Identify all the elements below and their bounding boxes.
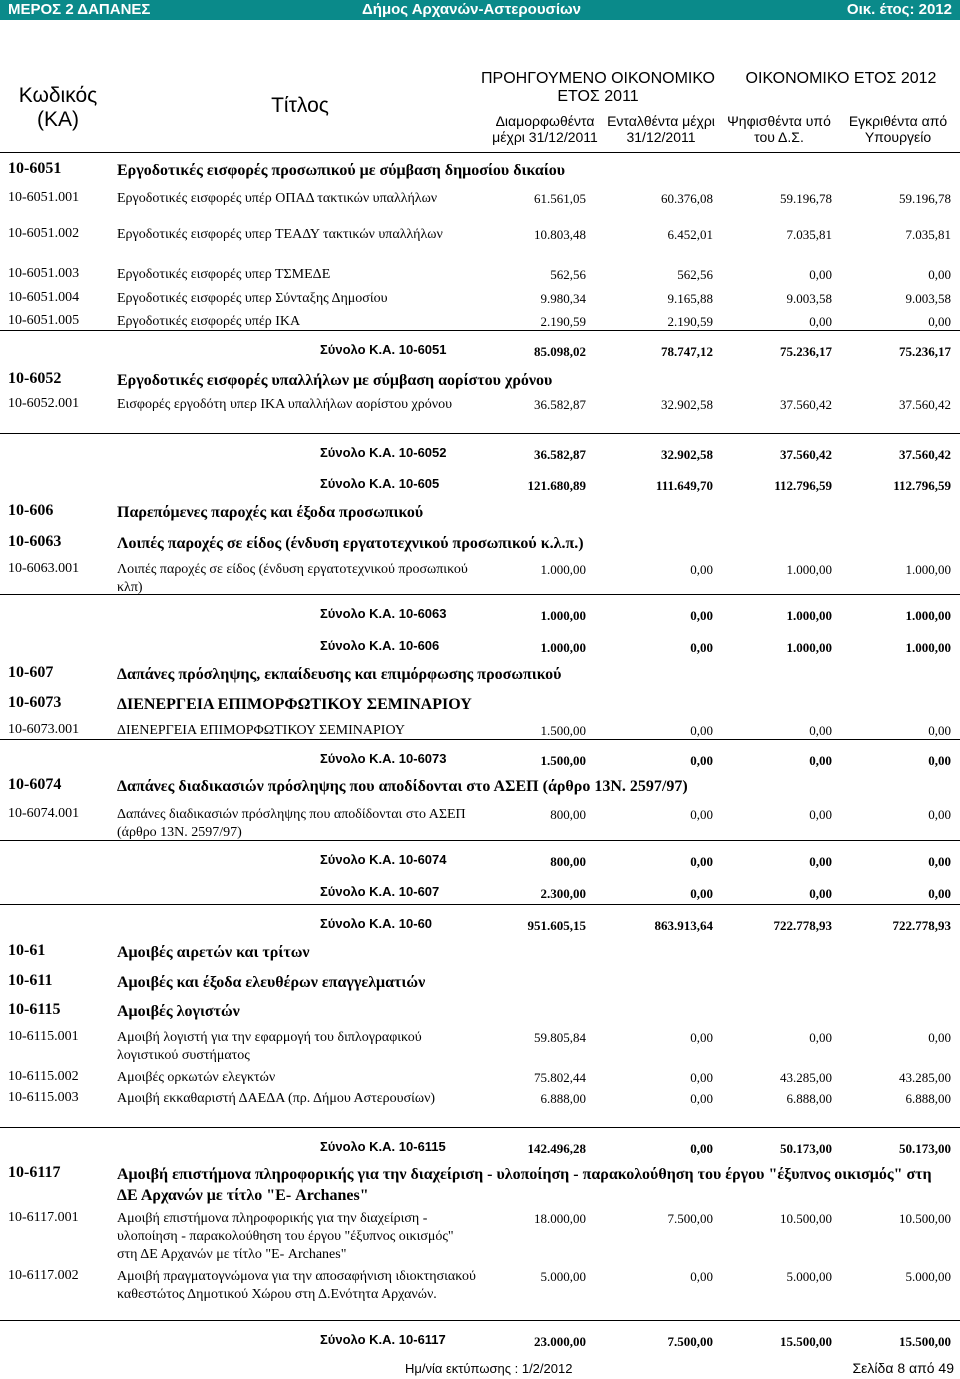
amount-cell: 1.000,00	[786, 562, 832, 577]
section-title: Αμοιβές αιρετών και τρίτων	[117, 944, 310, 961]
total-divider	[0, 904, 960, 905]
section-code: 10-6052	[8, 370, 62, 387]
subtotal-amount: 0,00	[809, 753, 832, 768]
fiscal-year: Οικ. έτος: 2012	[846, 1, 952, 18]
line-item-code: 10-6051.005	[8, 313, 80, 328]
subtotal-label: Σύνολο Κ.Α. 10-605	[320, 476, 440, 491]
amount-cell: 0,00	[690, 1030, 713, 1045]
subtotal-amount: 121.680,89	[527, 478, 586, 493]
subtotal-label: Σύνολο Κ.Α. 10-6063	[320, 606, 447, 621]
subtotal-amount: 1.000,00	[786, 640, 832, 655]
amount-cell: 0,00	[809, 314, 832, 329]
subtotal-amount: 1.000,00	[905, 640, 951, 655]
subtotal-amount: 1.500,00	[540, 753, 586, 768]
subtotal-amount: 0,00	[928, 854, 951, 869]
line-item-title: Εργοδοτικές εισφορές υπερ Σύνταξης Δημοσίου	[117, 291, 388, 306]
line-item-code: 10-6115.003	[8, 1090, 79, 1105]
amount-cell: 0,00	[690, 1269, 713, 1284]
amount-cell: 0,00	[928, 314, 951, 329]
subtotal-amount: 32.902,58	[661, 447, 713, 462]
amount-cell: 10.500,00	[780, 1211, 832, 1226]
amount-cell: 43.285,00	[899, 1070, 951, 1085]
subtotal-amount: 36.582,87	[534, 447, 586, 462]
amount-cell: 59.196,78	[780, 191, 832, 206]
amount-cell: 59.196,78	[899, 191, 951, 206]
amount-cell: 9.003,58	[905, 291, 951, 306]
amount-cell: 37.560,42	[899, 397, 951, 412]
subtotal-amount: 1.000,00	[540, 640, 586, 655]
line-item-title: Εργοδοτικές εισφορές υπέρ ΟΠΑΔ τακτικών υπαλλήλων	[117, 191, 438, 206]
amount-cell: 1.000,00	[540, 562, 586, 577]
line-item-title: Αμοιβές ορκωτών ελεγκτών	[117, 1070, 276, 1085]
subtotal-amount: 142.496,28	[527, 1141, 586, 1156]
amount-cell: 43.285,00	[780, 1070, 832, 1085]
line-item-code: 10-6051.004	[8, 290, 80, 305]
subtotal-amount: 951.605,15	[527, 918, 586, 933]
section-title: Εργοδοτικές εισφορές προσωπικού με σύμβαση δημοσίου δικαίου	[117, 162, 566, 179]
line-item-code: 10-6051.001	[8, 190, 80, 205]
section-code: 10-6073	[8, 694, 62, 711]
amount-cell: 0,00	[809, 807, 832, 822]
section-code: 10-6115	[8, 1001, 61, 1018]
section-title: Δαπάνες διαδικασιών πρόσληψης που αποδίδονται στο ΑΣΕΠ (άρθρο 13Ν. 2597/97)	[117, 778, 688, 795]
amount-cell: 6.888,00	[905, 1091, 951, 1106]
subtotal-label: Σύνολο Κ.Α. 10-6051	[320, 342, 447, 357]
line-item-title: Δαπάνες διαδικασιών πρόσληψης που αποδίδονται στο ΑΣΕΠ (άρθρο 13Ν. 2597/97)	[117, 807, 466, 840]
subtotal-amount: 7.500,00	[667, 1334, 713, 1349]
line-item-title: Αμοιβή λογιστή για την εφαρμογή του διπλογραφικού λογιστικού συστήματος	[117, 1030, 422, 1063]
amount-cell: 0,00	[928, 723, 951, 738]
line-item-title: Αμοιβή πραγματογνώμονα για την αποσαφήνιση ιδιοκτησιακού καθεστώτος Δημοτικού Χώρου στη Δ.Ενότητα Αρχανών.	[117, 1269, 476, 1302]
line-item-title: Αμοιβή εκκαθαριστή ΔΑΕΔΑ (πρ. Δήμου Αστερουσίων)	[117, 1091, 436, 1106]
line-item-code: 10-6115.002	[8, 1069, 79, 1084]
subtotal-amount: 37.560,42	[899, 447, 951, 462]
subtotal-amount: 0,00	[690, 886, 713, 901]
amount-cell: 0,00	[809, 267, 832, 282]
amount-cell: 0,00	[690, 723, 713, 738]
line-item-title: Εργοδοτικές εισφορές υπερ ΤΕΑΔΥ τακτικών υπαλλήλων	[117, 227, 443, 242]
col-approved-header: Εγκριθέντα από Υπουργείο	[848, 113, 948, 146]
amount-cell: 0,00	[809, 723, 832, 738]
section-code: 10-611	[8, 972, 53, 989]
subtotal-amount: 112.796,59	[893, 478, 951, 493]
current-year-header: ΟΙΚΟΝΟΜΙΚΟ ΕΤΟΣ 2012	[745, 70, 937, 87]
col-amended-header: Διαμορφωθέντα μέχρι 31/12/2011	[492, 113, 598, 146]
subtotal-amount: 112.796,59	[774, 478, 832, 493]
line-item-code: 10-6052.001	[8, 396, 80, 411]
amount-cell: 36.582,87	[534, 397, 586, 412]
amount-cell: 7.035,81	[905, 227, 951, 242]
subtotal-label: Σύνολο Κ.Α. 10-606	[320, 638, 440, 653]
amount-cell: 9.980,34	[540, 291, 586, 306]
subtotal-amount: 23.000,00	[534, 1334, 586, 1349]
subtotal-amount: 0,00	[690, 1141, 713, 1156]
subtotal-amount: 78.747,12	[661, 344, 713, 359]
section-code: 10-607	[8, 664, 54, 681]
amount-cell: 7.500,00	[667, 1211, 713, 1226]
total-divider	[0, 840, 960, 841]
subtotal-label: Σύνολο Κ.Α. 10-6074	[320, 852, 447, 867]
section-title: Εργοδοτικές εισφορές υπαλλήλων με σύμβαση αορίστου χρόνου	[117, 372, 553, 389]
code-column-header: Κωδικός (ΚΑ)	[18, 84, 98, 132]
section-title: Αμοιβές λογιστών	[117, 1003, 240, 1020]
amount-cell: 9.003,58	[786, 291, 832, 306]
amount-cell: 18.000,00	[534, 1211, 586, 1226]
section-code: 10-6074	[8, 776, 62, 793]
amount-cell: 2.190,59	[540, 314, 586, 329]
subtotal-label: Σύνολο Κ.Α. 10-6115	[320, 1139, 446, 1154]
amount-cell: 6.888,00	[540, 1091, 586, 1106]
line-item-title: ΔΙΕΝΕΡΓΕΙΑ ΕΠΙΜΟΡΦΩΤΙΚΟΥ ΣΕΜΙΝΑΡΙΟΥ	[117, 723, 405, 738]
section-code: 10-6051	[8, 160, 62, 177]
line-item-code: 10-6117.002	[8, 1268, 79, 1283]
total-divider	[0, 433, 960, 434]
line-item-code: 10-6115.001	[8, 1029, 79, 1044]
municipality-name: Δήμος Αρχανών-Αστερουσίων	[362, 1, 581, 18]
amount-cell: 562,56	[550, 267, 586, 282]
subtotal-amount: 75.236,17	[899, 344, 951, 359]
amount-cell: 562,56	[677, 267, 713, 282]
amount-cell: 0,00	[690, 562, 713, 577]
line-item-code: 10-6063.001	[8, 561, 80, 576]
line-item-code: 10-6051.003	[8, 266, 80, 281]
amount-cell: 6.888,00	[786, 1091, 832, 1106]
line-item-code: 10-6117.001	[8, 1210, 79, 1225]
subtotal-amount: 863.913,64	[654, 918, 713, 933]
section-title: Αμοιβές και έξοδα ελευθέρων επαγγελματιών	[117, 974, 426, 991]
subtotal-amount: 0,00	[690, 640, 713, 655]
amount-cell: 0,00	[690, 1091, 713, 1106]
total-divider	[0, 1320, 960, 1321]
subtotal-amount: 1.000,00	[540, 608, 586, 623]
col-voted-header: Ψηφισθέντα υπό του Δ.Σ.	[727, 113, 831, 146]
amount-cell: 10.500,00	[899, 1211, 951, 1226]
subtotal-amount: 50.173,00	[780, 1141, 832, 1156]
amount-cell: 0,00	[690, 1070, 713, 1085]
amount-cell: 32.902,58	[661, 397, 713, 412]
previous-year-header: ΠΡΟΗΓΟΥΜΕΝΟ ΟΙΚΟΝΟΜΙΚΟ ΕΤΟΣ 2011	[481, 70, 715, 106]
line-item-title: Εισφορές εργοδότη υπερ ΙΚΑ υπαλλήλων αορίστου χρόνου	[117, 397, 453, 412]
subtotal-amount: 1.000,00	[786, 608, 832, 623]
amount-cell: 1.000,00	[905, 562, 951, 577]
top-bar	[0, 0, 960, 20]
col-paid-header: Ενταλθέντα μέχρι 31/12/2011	[607, 113, 715, 146]
amount-cell: 0,00	[928, 807, 951, 822]
amount-cell: 5.000,00	[786, 1269, 832, 1284]
subtotal-amount: 800,00	[550, 854, 586, 869]
subtotal-label: Σύνολο Κ.Α. 10-6117	[320, 1332, 446, 1347]
subtotal-amount: 0,00	[690, 854, 713, 869]
amount-cell: 0,00	[690, 807, 713, 822]
line-item-title: Αμοιβή επιστήμονα πληροφορικής για την διαχείριση - υλοποίηση - παρακολούθηση του έργου "έξυπνος οικισμός" στη ΔΕ Αρχανών με τίτλο "Ε- Archanes"	[117, 1211, 454, 1262]
line-item-code: 10-6074.001	[8, 806, 80, 821]
subtotal-amount: 37.560,42	[780, 447, 832, 462]
section-title: Λοιπές παροχές σε είδος (ένδυση εργατοτεχνικού προσωπικού κ.λ.π.)	[117, 535, 584, 552]
amount-cell: 7.035,81	[786, 227, 832, 242]
line-item-title: Εργοδοτικές εισφορές υπερ ΤΣΜΕΔΕ	[117, 267, 331, 282]
print-date: Ημ/νία εκτύπωσης : 1/2/2012	[405, 1361, 573, 1376]
total-divider	[0, 1127, 960, 1128]
subtotal-label: Σύνολο Κ.Α. 10-607	[320, 884, 440, 899]
subtotal-amount: 15.500,00	[780, 1334, 832, 1349]
section-code: 10-6117	[8, 1164, 61, 1181]
section-label: ΜΕΡΟΣ 2 ΔΑΠΑΝΕΣ	[8, 1, 151, 18]
section-title: ΔΙΕΝΕΡΓΕΙΑ ΕΠΙΜΟΡΦΩΤΙΚΟΥ ΣΕΜΙΝΑΡΙΟΥ	[117, 696, 472, 713]
subtotal-amount: 0,00	[690, 608, 713, 623]
amount-cell: 0,00	[928, 267, 951, 282]
subtotal-amount: 722.778,93	[773, 918, 832, 933]
subtotal-amount: 75.236,17	[780, 344, 832, 359]
subtotal-amount: 1.000,00	[905, 608, 951, 623]
section-code: 10-606	[8, 502, 54, 519]
section-title: Αμοιβή επιστήμονα πληροφορικής για την διαχείριση - υλοποίηση - παρακολούθηση του έργου "έξυπνος οικισμός" στη ΔΕ Αρχανών με τίτλο "Ε- Archanes"	[117, 1166, 932, 1204]
amount-cell: 1.500,00	[540, 723, 586, 738]
subtotal-amount: 111.649,70	[655, 478, 713, 493]
amount-cell: 0,00	[928, 1030, 951, 1045]
subtotal-amount: 15.500,00	[899, 1334, 951, 1349]
total-divider	[0, 330, 960, 331]
section-code: 10-6063	[8, 533, 62, 550]
subtotal-amount: 2.300,00	[540, 886, 586, 901]
subtotal-label: Σύνολο Κ.Α. 10-6052	[320, 445, 447, 460]
subtotal-amount: 722.778,93	[892, 918, 951, 933]
amount-cell: 9.165,88	[667, 291, 713, 306]
line-item-title: Λοιπές παροχές σε είδος (ένδυση εργατοτεχνικού προσωπικού κλπ)	[117, 562, 468, 595]
amount-cell: 2.190,59	[667, 314, 713, 329]
amount-cell: 61.561,05	[534, 191, 586, 206]
amount-cell: 60.376,08	[661, 191, 713, 206]
section-title: Παρεπόμενες παροχές και έξοδα προσωπικού	[117, 504, 424, 521]
subtotal-amount: 0,00	[809, 886, 832, 901]
subtotal-amount: 50.173,00	[899, 1141, 951, 1156]
total-divider	[0, 739, 960, 740]
amount-cell: 5.000,00	[540, 1269, 586, 1284]
title-column-header: Τίτλος	[271, 94, 329, 117]
amount-cell: 800,00	[550, 807, 586, 822]
subtotal-label: Σύνολο Κ.Α. 10-60	[320, 916, 433, 931]
page-number: Σελίδα 8 από 49	[852, 1360, 954, 1376]
line-item-title: Εργοδοτικές εισφορές υπέρ ΙΚΑ	[117, 314, 301, 329]
subtotal-amount: 0,00	[928, 886, 951, 901]
amount-cell: 10.803,48	[534, 227, 586, 242]
amount-cell: 0,00	[809, 1030, 832, 1045]
subtotal-amount: 0,00	[928, 753, 951, 768]
amount-cell: 37.560,42	[780, 397, 832, 412]
subtotal-amount: 0,00	[809, 854, 832, 869]
subtotal-label: Σύνολο Κ.Α. 10-6073	[320, 751, 447, 766]
line-item-code: 10-6051.002	[8, 226, 80, 241]
subtotal-amount: 85.098,02	[534, 344, 586, 359]
amount-cell: 5.000,00	[905, 1269, 951, 1284]
line-item-code: 10-6073.001	[8, 722, 80, 737]
amount-cell: 6.452,01	[667, 227, 713, 242]
amount-cell: 59.805,84	[534, 1030, 586, 1045]
section-code: 10-61	[8, 942, 46, 959]
header-divider	[0, 152, 960, 153]
section-title: Δαπάνες πρόσληψης, εκπαίδευσης και επιμόρφωσης προσωπικού	[117, 666, 562, 683]
amount-cell: 75.802,44	[534, 1070, 586, 1085]
total-divider	[0, 594, 960, 595]
subtotal-amount: 0,00	[690, 753, 713, 768]
